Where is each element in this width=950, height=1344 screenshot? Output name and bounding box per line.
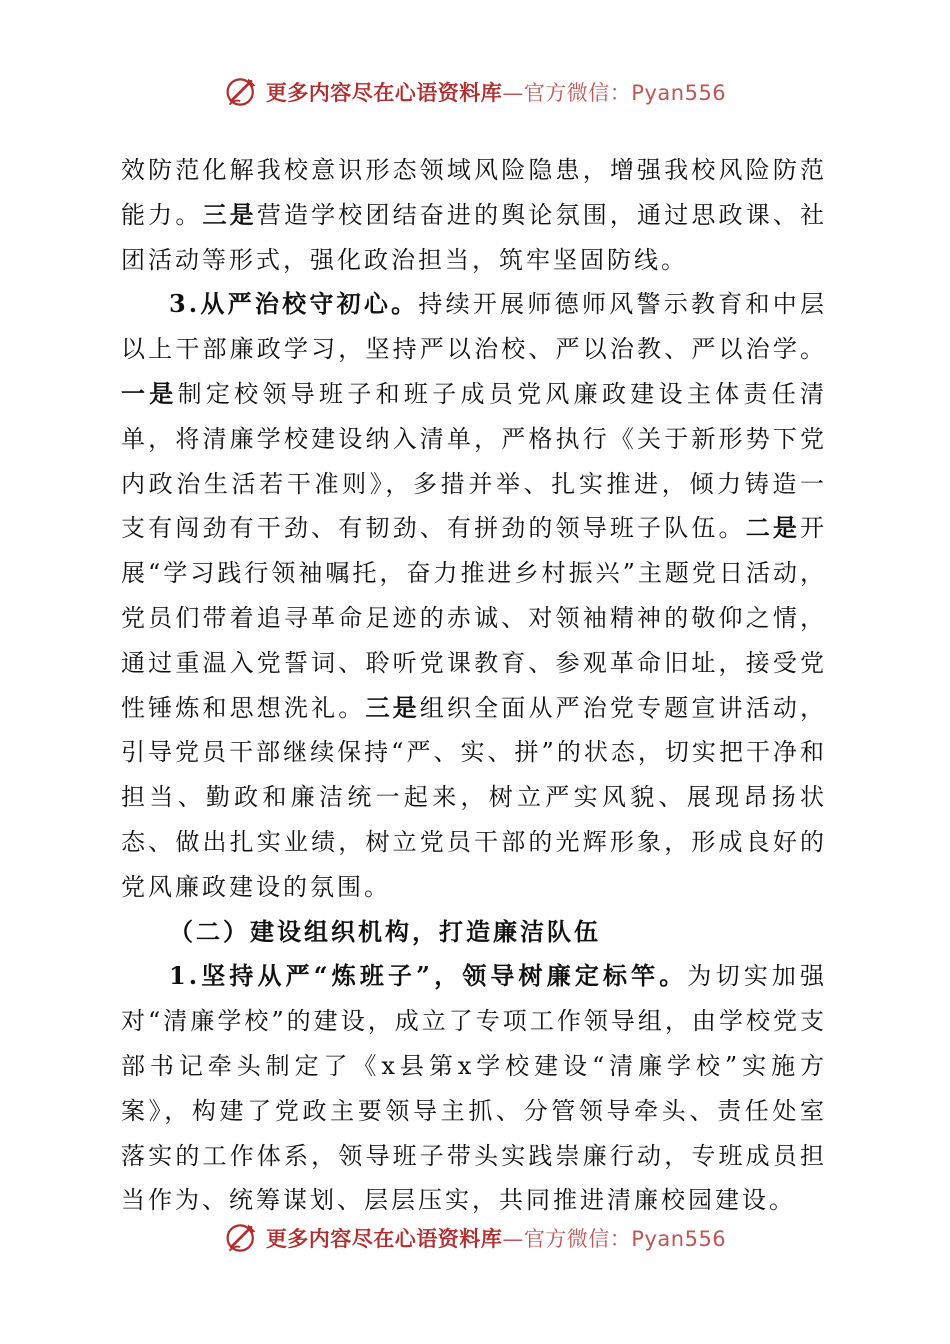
header-watermark [0, 70, 950, 114]
document-body [121, 148, 827, 1223]
paragraph-leadership-team: 1.坚持从严“炼班子”，领导树廉定标竿。为切实加强对“清廉学校”的建设，成立了专项工作领导组，由学校党支部书记牵头制定了《x县第x学校建设“清廉学校”实施方案》，构建了党政主要领导主抓、分管领导牵头、责任处室落实的工作体系，领导班子带头实践崇廉行动，专班成员担当作为、统筹谋划、层层压实，共同推进清廉校园建设。 [121, 961, 828, 1215]
pen-logo-icon [224, 74, 260, 110]
pen-logo-icon [224, 1220, 260, 1256]
footer-watermark [0, 1216, 950, 1260]
paragraph-strict-school-governance: 3.从严治校守初心。持续开展师德师风警示教育和中层以上干部廉政学习，坚持严以治校、严以治教、严以治学。一是制定校领导班子和班子成员党风廉政建设主体责任清单，将清廉学校建设纳入清单，严格执行《关于新形势下党内政治生活若干准则》，多措并举、扎实推进，倾力铸造一支有闯劲有干劲、有韧劲、有拼劲的领导班子队伍。二是开展“学习践行领袖嘱托，奋力推进乡村振兴”主题党日活动，党员们带着追寻革命足迹的赤诚、对领袖精神的敬仰之情，通过重温入党誓词、聆听党课教育、参观革命旧址，接受党性锤炼和思想洗礼。三是组织全面从严治党专题宣讲活动，引导党员干部继续保持“严、实、拼”的状态，切实把干净和担当、勤政和廉洁统一起来，树立严实风貌、展现昂扬状态、做出扎实业绩，树立党员干部的光辉形象，形成良好的党风廉政建设的氛围。 [121, 289, 828, 901]
watermark-text: 更多内容尽在心语资料库—官方微信：Pyan556 [265, 81, 727, 105]
paragraph-risk-prevention: 效防范化解我校意识形态领域风险隐患，增强我校风险防范能力。三是营造学校团结奋进的舆论氛围，通过思政课、社团活动等形式，强化政治担当，筑牢坚固防线。 [121, 156, 828, 274]
watermark-text: 更多内容尽在心语资料库—官方微信：Pyan556 [265, 1227, 727, 1251]
section-heading: （二）建设组织机构，打造廉洁队伍 [169, 916, 601, 946]
